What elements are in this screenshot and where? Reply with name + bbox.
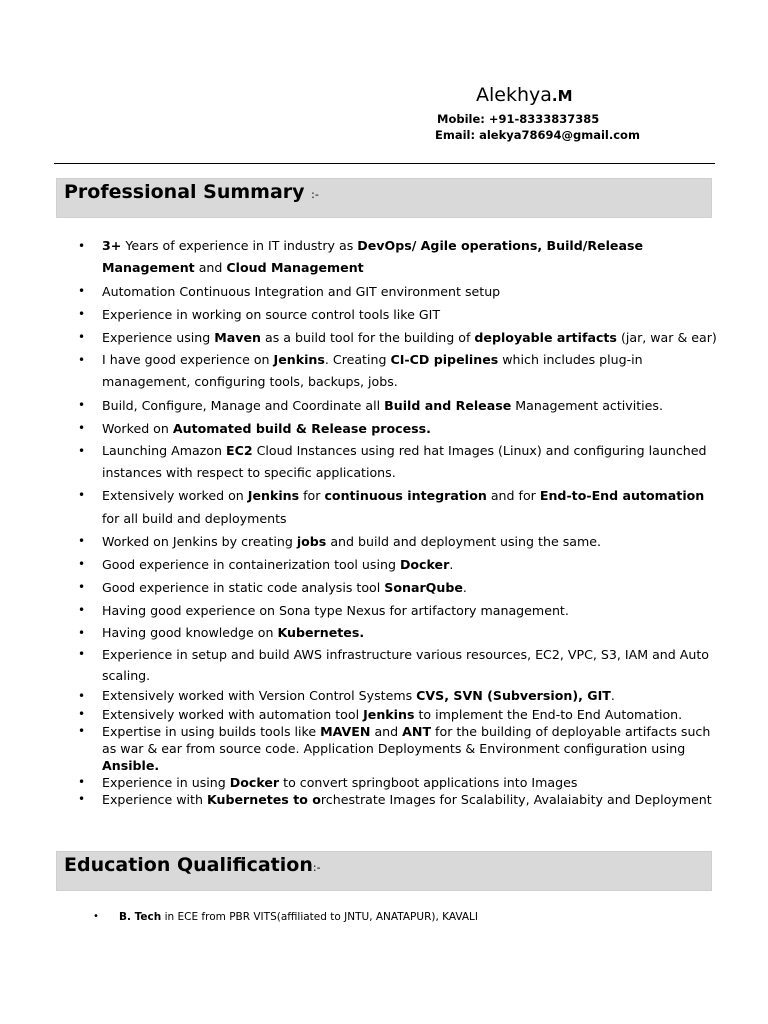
text-run: and for — [486, 488, 540, 503]
education-title-suffix: :- — [312, 861, 321, 874]
bold-text: Jenkins — [363, 707, 415, 722]
text-run: to convert springboot applications into Images — [279, 775, 578, 790]
summary-item — [0, 349, 720, 393]
bullet-icon: • — [78, 534, 86, 548]
summary-item-text — [102, 330, 717, 345]
bold-text: jobs — [296, 534, 327, 549]
text-run: Experience with — [102, 792, 207, 807]
summary-item — [0, 417, 720, 440]
bullet-icon: • — [78, 398, 86, 412]
summary-item-text — [102, 421, 431, 436]
bold-text: B. Tech — [119, 911, 162, 923]
bold-text: Kubernetes. — [277, 625, 365, 640]
bold-text: SonarQube — [384, 580, 463, 595]
summary-item-text — [102, 775, 577, 790]
summary-item — [0, 686, 720, 706]
summary-item-text — [102, 625, 364, 640]
education-item-text — [119, 911, 478, 923]
bullet-icon: • — [78, 488, 86, 502]
bullet-icon: • — [78, 307, 86, 321]
summary-item-text — [102, 603, 569, 618]
summary-item — [0, 706, 720, 723]
text-run: Having good experience on Sona type Nexus for artifactory management. — [102, 603, 569, 618]
bold-text: ANT — [402, 724, 432, 739]
text-run: . Creating — [324, 352, 391, 367]
text-run: Experience in setup and build AWS infrastructure various resources, EC2, VPC, S3, IAM and Auto scaling. — [102, 647, 710, 683]
education-section-header — [56, 851, 712, 891]
bold-text: Cloud Management — [226, 260, 364, 275]
bullet-icon: • — [78, 284, 86, 298]
summary-item-text — [102, 238, 643, 275]
bullet-icon: • — [78, 724, 86, 738]
summary-item-text — [102, 580, 467, 595]
text-run: Extensively worked with automation tool — [102, 707, 364, 722]
candidate-name: Alekhya.M — [476, 84, 573, 106]
summary-item-text — [102, 488, 704, 526]
text-run: Build, Configure, Manage and Coordinate all — [102, 398, 385, 413]
bullet-icon: • — [78, 353, 86, 367]
summary-item — [0, 644, 720, 686]
text-run: and — [194, 260, 227, 275]
text-run: to implement the End-to End Automation. — [414, 707, 683, 722]
summary-item — [0, 553, 720, 576]
bold-text: Jenkins — [247, 488, 300, 503]
text-run: for the building of deployable artifacts such as war & ear from source code. Application Deployments & Environment configuration using — [102, 724, 711, 756]
text-run: Having good knowledge on — [102, 625, 278, 640]
bold-text: MAVEN — [320, 724, 371, 739]
bullet-icon: • — [78, 647, 86, 661]
summary-item-text — [102, 688, 615, 703]
text-run: (jar, war & ear) — [616, 330, 717, 345]
bullet-icon: • — [78, 239, 86, 253]
summary-item — [0, 774, 720, 791]
text-run: Good experience in static code analysis tool — [102, 580, 385, 595]
bold-text: End-to-End automation — [539, 488, 705, 503]
summary-item-text — [102, 647, 709, 683]
bold-text: Kubernetes to o — [206, 792, 321, 807]
summary-item — [0, 791, 720, 808]
summary-list — [0, 235, 717, 808]
text-run: Good experience in containerization tool using — [102, 557, 400, 572]
text-run: for all build and deployments — [102, 511, 287, 526]
summary-item-text — [102, 534, 601, 549]
bullet-icon: • — [78, 444, 86, 458]
summary-item-text — [102, 724, 710, 773]
name-initial: .M — [551, 87, 573, 105]
summary-item — [0, 394, 720, 417]
bold-text: Jenkins — [273, 352, 325, 367]
text-run: and — [370, 724, 403, 739]
summary-item — [0, 235, 720, 279]
text-run: rchestrate Images for Scalability, Avalaiabity and Deployment — [320, 792, 712, 807]
email-address: Email: alekya78694@gmail.com — [435, 128, 640, 142]
text-run: . — [462, 580, 467, 595]
bullet-icon: • — [78, 603, 86, 617]
bold-text: Build and Release — [384, 398, 512, 413]
summary-item — [0, 576, 720, 599]
summary-item-text — [102, 307, 440, 322]
summary-item — [0, 530, 720, 553]
text-run: Extensively worked with Version Control Systems — [102, 688, 417, 703]
summary-item — [0, 622, 720, 644]
summary-item-text — [102, 792, 712, 807]
summary-section-header — [56, 178, 712, 218]
summary-item-text — [102, 352, 643, 389]
summary-item — [0, 280, 720, 303]
bold-text: 3+ — [102, 238, 122, 253]
education-title: Education Qualification:- — [64, 854, 321, 876]
bullet-icon: • — [78, 626, 86, 640]
bullet-icon: • — [78, 580, 86, 594]
bold-text: Maven — [214, 330, 262, 345]
text-run: Extensively worked on — [102, 488, 248, 503]
bold-text: Docker — [229, 775, 280, 790]
summary-item-text — [102, 443, 706, 480]
summary-item — [0, 484, 720, 530]
bullet-icon: • — [78, 689, 86, 703]
summary-item — [0, 723, 720, 774]
bold-text: Ansible. — [102, 758, 160, 773]
bullet-icon: • — [78, 707, 86, 721]
summary-item-text — [102, 398, 663, 413]
summary-title-suffix: :- — [311, 188, 319, 201]
text-run: Cloud Instances using red hat Images (Linux) and configuring launched instances with respect to specific applications. — [102, 443, 707, 480]
text-run: Management activities. — [511, 398, 663, 413]
text-run: Experience in working on source control tools like GIT — [102, 307, 441, 322]
summary-item-text — [102, 557, 453, 572]
text-run: Launching Amazon — [102, 443, 226, 458]
text-run: and build and deployment using the same. — [326, 534, 602, 549]
bold-text: CI-CD pipelines — [390, 352, 499, 367]
text-run: for — [299, 488, 325, 503]
text-run: Expertise in using builds tools like — [102, 724, 321, 739]
contact-block — [437, 111, 640, 143]
summary-item — [0, 303, 720, 326]
text-run: . — [449, 557, 454, 572]
text-run: Automation Continuous Integration and GIT environment setup — [102, 284, 501, 299]
text-run: . — [610, 688, 615, 703]
bold-text: EC2 — [225, 443, 253, 458]
text-run: Experience in using — [102, 775, 230, 790]
bullet-icon: • — [78, 557, 86, 571]
text-run: Worked on Jenkins by creating — [102, 534, 297, 549]
text-run: Worked on — [102, 421, 173, 436]
bold-text: Docker — [399, 557, 450, 572]
summary-title: Professional Summary :- — [64, 181, 319, 203]
bullet-icon: • — [78, 421, 86, 435]
text-run: which includes plug-in management, configuring tools, backups, jobs. — [102, 352, 643, 389]
summary-item-text — [102, 707, 682, 722]
bullet-icon: • — [78, 775, 86, 789]
summary-item — [0, 440, 720, 484]
bullet-icon: • — [78, 792, 86, 806]
text-run: as a build tool for the building of — [261, 330, 475, 345]
mobile-number: Mobile: +91-8333837385 — [437, 112, 600, 126]
summary-item — [0, 326, 720, 349]
bold-text: Automated build & Release process. — [172, 421, 431, 436]
bold-text: deployable artifacts — [474, 330, 617, 345]
header-divider — [54, 163, 715, 164]
summary-item — [0, 599, 720, 622]
bold-text: continuous integration — [324, 488, 487, 503]
text-run: Experience using — [102, 330, 215, 345]
text-run: in ECE from PBR VITS(affiliated to JNTU, ANATAPUR), KAVALI — [161, 911, 478, 923]
text-run: Years of experience in IT industry as — [121, 238, 358, 253]
text-run: I have good experience on — [102, 352, 274, 367]
bullet-icon: • — [93, 911, 99, 922]
summary-item-text — [102, 284, 500, 299]
bullet-icon: • — [78, 330, 86, 344]
bold-text: DevOps/ Agile operations, Build/Release Management — [102, 238, 643, 275]
bold-text: CVS, SVN (Subversion), GIT — [416, 688, 611, 703]
